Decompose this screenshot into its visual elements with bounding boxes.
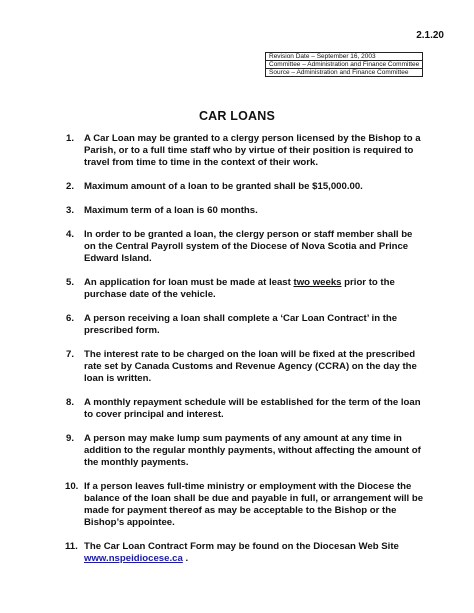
item-text: A monthly repayment schedule will be established for the term of the loan to cover principal and interest. <box>84 397 421 420</box>
item-number: 6. <box>66 313 75 324</box>
item-number: 4. <box>66 229 75 240</box>
item-text: A person receiving a loan shall complete a ‘Car Loan Contract’ in the prescribed form. <box>84 313 398 336</box>
item-text-before: An application for loan must be made at least <box>84 277 294 288</box>
item-number: 1. <box>66 133 75 144</box>
revision-row <box>266 69 423 77</box>
item-text: Maximum amount of a loan to be granted shall be $15,000.00. <box>84 181 363 192</box>
policy-list <box>66 133 426 577</box>
policy-item-8 <box>66 397 426 421</box>
policy-item-7 <box>66 349 426 385</box>
policy-item-11 <box>66 541 426 565</box>
revision-info-box <box>265 52 423 77</box>
item-number: 3. <box>66 205 75 216</box>
document-number: 2.1.20 <box>416 30 444 41</box>
revision-row <box>266 61 423 69</box>
policy-item-9 <box>66 433 426 469</box>
revision-committee: Committee – Administration and Finance Committee <box>266 61 423 69</box>
revision-date: Revision Date – September 16, 2003 <box>266 53 423 61</box>
document-title: CAR LOANS <box>198 109 276 123</box>
item-text: A person may make lump sum payments of any amount at any time in addition to the regular monthly payments, without affecting the amount of the monthly payments. <box>84 433 421 468</box>
item-number: 8. <box>66 397 75 408</box>
item-number: 2. <box>66 181 75 192</box>
item-number: 9. <box>66 433 75 444</box>
item-number: 7. <box>66 349 75 360</box>
item-number: 10. <box>65 481 79 492</box>
item-text <box>84 541 399 564</box>
policy-item-2 <box>66 181 426 193</box>
item-text-after: . <box>182 553 189 564</box>
policy-item-3 <box>66 205 426 217</box>
item-text: In order to be granted a loan, the clergy person or staff member shall be on the Central Payroll system of the Diocese of Nova Scotia and Prince Edward Island. <box>84 229 413 264</box>
policy-item-6 <box>66 313 426 337</box>
diocese-website-link[interactable]: www.nspeidiocese.ca <box>84 553 183 564</box>
item-text-before: The Car Loan Contract Form may be found on the Diocesan Web Site <box>84 541 399 552</box>
item-text-after: prior to the purchase date of the vehicle. <box>84 277 395 300</box>
policy-item-4 <box>66 229 426 265</box>
item-text: A Car Loan may be granted to a clergy person licensed by the Bishop to a Parish, or to a full time staff who by virtue of their position is required to travel from time to time in the context of their work. <box>84 133 421 168</box>
item-text <box>84 277 395 300</box>
item-text: If a person leaves full-time ministry or employment with the Diocese the balance of the loan shall be due and payable in full, or arrangement will be made for payment thereof as may be acceptable to the Bishop or the Bishop’s appointee. <box>84 481 424 528</box>
item-text: Maximum term of a loan is 60 months. <box>84 205 258 216</box>
policy-item-5 <box>66 277 426 301</box>
item-number: 5. <box>66 277 75 288</box>
item-text-underlined: two weeks <box>293 277 342 288</box>
item-number: 11. <box>65 541 78 552</box>
policy-item-10 <box>66 481 426 529</box>
revision-row <box>266 53 423 61</box>
item-text: The interest rate to be charged on the loan will be fixed at the prescribed rate set by Canada Customs and Revenue Agency (CCRA) on the day the loan is written. <box>84 349 417 384</box>
revision-source: Source – Administration and Finance Committee <box>266 69 423 77</box>
policy-item-1 <box>66 133 426 169</box>
